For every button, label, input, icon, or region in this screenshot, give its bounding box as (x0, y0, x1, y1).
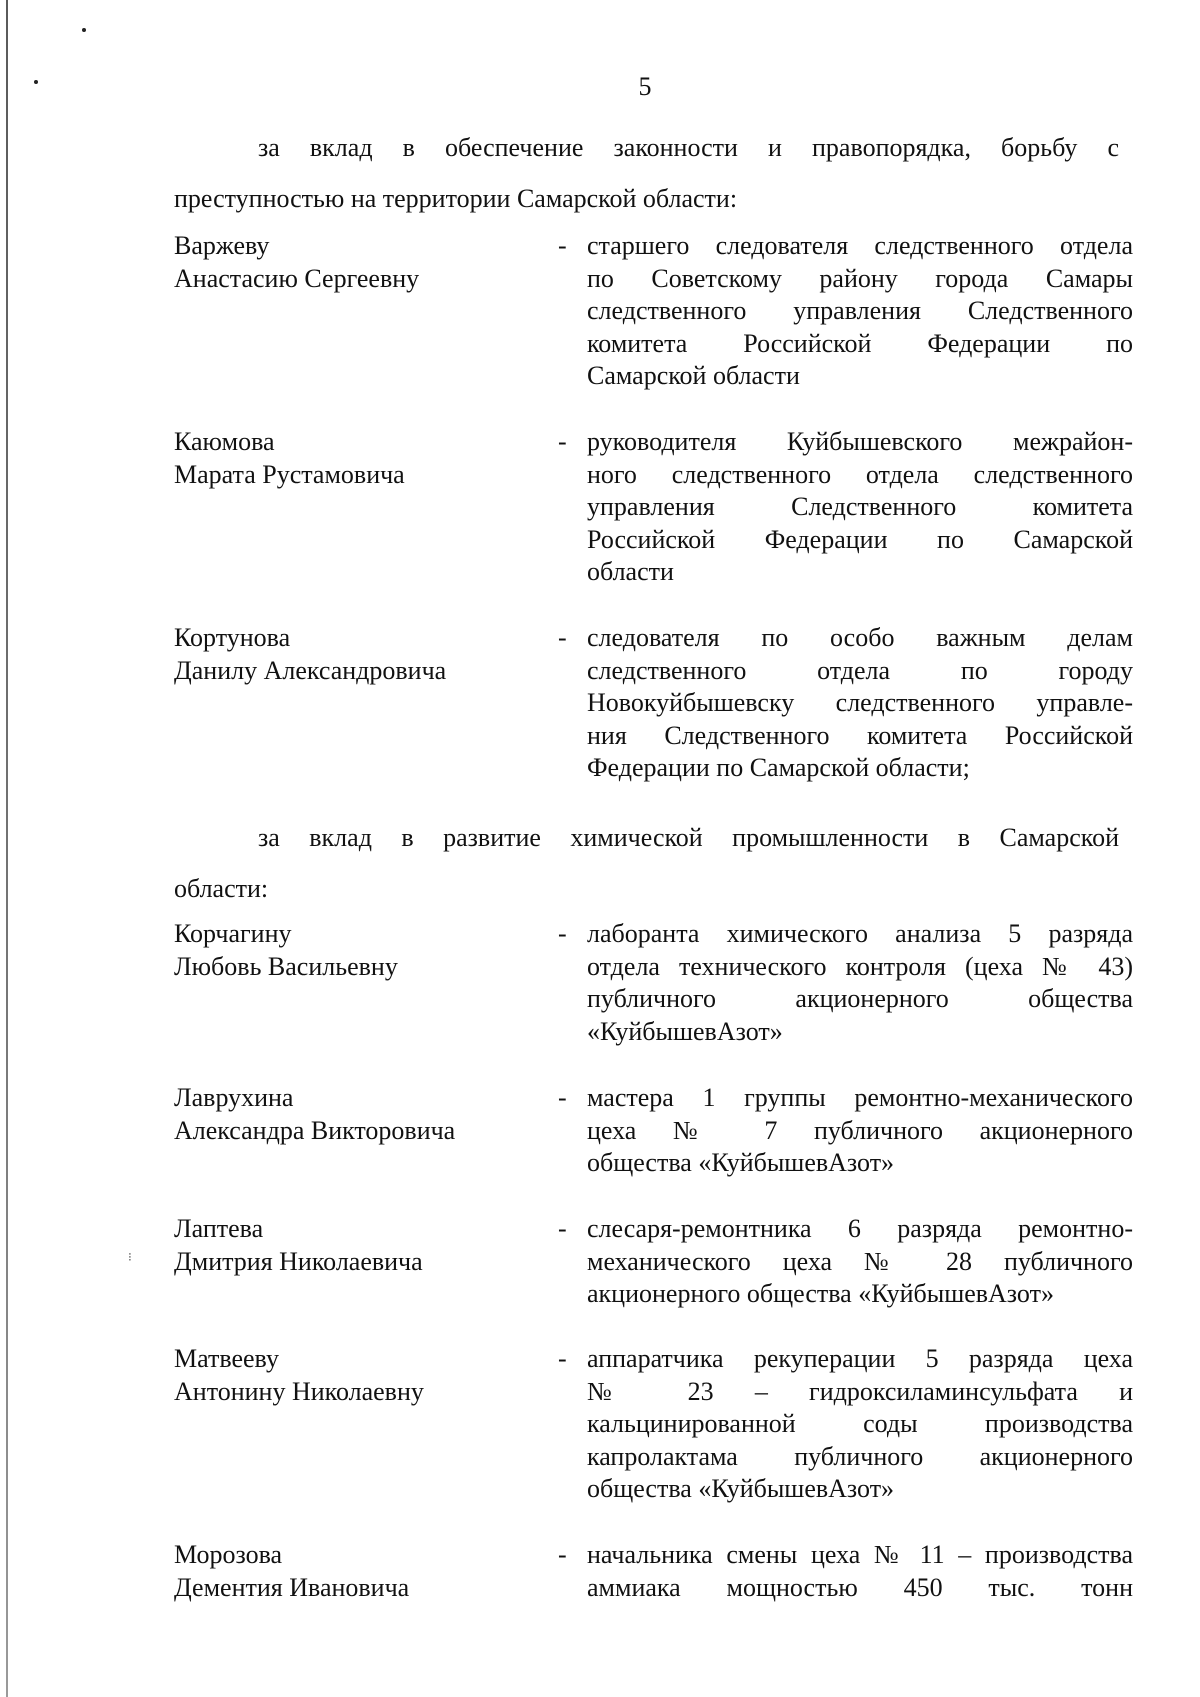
awardee-position (587, 230, 1133, 393)
section-intro-chemistry (174, 812, 1119, 914)
awardee-surname: Морозова (174, 1540, 283, 1569)
intro-second-line: преступностью на территории Самарской области: (174, 184, 738, 213)
entry-dash: - (558, 1344, 567, 1373)
awardee-surname: Лаптева (174, 1214, 264, 1243)
position-line: управления Следственного комитета (587, 492, 1133, 521)
position-line: Новокуйбышевску следственного управле- (587, 688, 1133, 717)
position-line: следователя по особо важным делам (587, 623, 1133, 652)
awardee-position (587, 1213, 1133, 1311)
position-line: № 23 – гидроксиламинсульфата и (587, 1376, 1133, 1406)
awardee-name (174, 1539, 554, 1604)
awardee-position (587, 918, 1133, 1048)
awardee-position (587, 1539, 1133, 1604)
awardee-surname: Матвееву (174, 1344, 279, 1373)
entry-dash: - (558, 1214, 567, 1243)
awardee-position (587, 622, 1133, 785)
entry-dash: - (558, 427, 567, 456)
awardee-given-names: Дементия Ивановича (174, 1572, 410, 1602)
awardee-position (587, 1082, 1133, 1180)
awardee-position (587, 426, 1133, 589)
awardee-surname: Корчагину (174, 919, 292, 948)
entry-dash: - (558, 623, 567, 652)
awardee-name (174, 918, 554, 983)
position-line: цеха № 7 публичного акционерного (587, 1115, 1133, 1145)
awardee-surname: Каюмова (174, 427, 275, 456)
scan-speck (82, 28, 86, 32)
awardee-position (587, 1343, 1133, 1506)
position-line: общества «КуйбышевАзот» (587, 1474, 895, 1503)
awardee-given-names: Любовь Васильевну (174, 951, 398, 981)
awardee-given-names: Александра Викторовича (174, 1115, 456, 1145)
position-line: общества «КуйбышевАзот» (587, 1148, 895, 1177)
position-line: аппаратчика рекуперации 5 разряда цеха (587, 1344, 1133, 1373)
intro-first-line: за вклад в обеспечение законности и правопорядка, борьбу с (258, 133, 1119, 162)
entry-dash: - (558, 919, 567, 948)
awardee-name (174, 230, 554, 295)
position-line: публичного акционерного общества (587, 984, 1133, 1013)
position-line: руководителя Куйбышевского межрайон- (587, 427, 1133, 456)
awardee-surname: Кортунова (174, 623, 291, 652)
intro-first-line: за вклад в развитие химической промышленности в Самарской (258, 823, 1119, 852)
position-line: слесаря-ремонтника 6 разряда ремонтно- (587, 1214, 1133, 1243)
awardee-given-names: Данилу Александровича (174, 655, 447, 685)
awardee-given-names: Марата Рустамовича (174, 459, 405, 489)
awardee-surname: Варжеву (174, 231, 270, 260)
position-line: области (587, 557, 674, 586)
awardee-surname: Лаврухина (174, 1083, 294, 1112)
position-line: следственного отдела по городу (587, 655, 1133, 685)
position-line: Федерации по Самарской области; (587, 753, 970, 782)
position-line: старшего следователя следственного отдела (587, 231, 1133, 260)
entry-dash: - (558, 1540, 567, 1569)
entry-dash: - (558, 231, 567, 260)
awardee-name (174, 1343, 554, 1408)
position-line: отдела технического контроля (цеха № 43) (587, 951, 1133, 981)
awardee-name (174, 622, 554, 687)
position-line: лаборанта химического анализа 5 разряда (587, 919, 1133, 948)
awardee-given-names: Анастасию Сергеевну (174, 263, 420, 293)
intro-second-line: области: (174, 874, 269, 903)
position-line: Самарской области (587, 361, 800, 390)
position-line: кальцинированной соды производства (587, 1409, 1133, 1438)
awardee-name (174, 1082, 554, 1147)
position-line: аммиака мощностью 450 тыс. тонн (587, 1572, 1133, 1602)
entry-dash: - (558, 1083, 567, 1112)
position-line: «КуйбышевАзот» (587, 1016, 783, 1046)
scan-noise: ⁝ (128, 1250, 132, 1264)
position-line: по Советскому району города Самары (587, 263, 1133, 293)
position-line: ния Следственного комитета Российской (587, 720, 1133, 750)
awardee-given-names: Дмитрия Николаевича (174, 1246, 423, 1276)
position-line: начальника смены цеха № 11 – производства (587, 1540, 1133, 1569)
position-line: механического цеха № 28 публичного (587, 1246, 1133, 1276)
page-edge-shadow (6, 0, 8, 1697)
position-line: комитета Российской Федерации по (587, 328, 1133, 358)
awardee-name (174, 1213, 554, 1278)
position-line: ного следственного отдела следственного (587, 459, 1133, 489)
page-number: 5 (638, 72, 652, 101)
position-line: следственного управления Следственного (587, 296, 1133, 325)
position-line: капролактама публичного акционерного (587, 1441, 1133, 1471)
position-line: Российской Федерации по Самарской (587, 524, 1133, 554)
awardee-name (174, 426, 554, 491)
section-intro-law (174, 122, 1119, 224)
awardee-given-names: Антонину Николаевну (174, 1376, 424, 1406)
position-line: акционерного общества «КуйбышевАзот» (587, 1279, 1054, 1308)
position-line: мастера 1 группы ремонтно-механического (587, 1083, 1133, 1112)
